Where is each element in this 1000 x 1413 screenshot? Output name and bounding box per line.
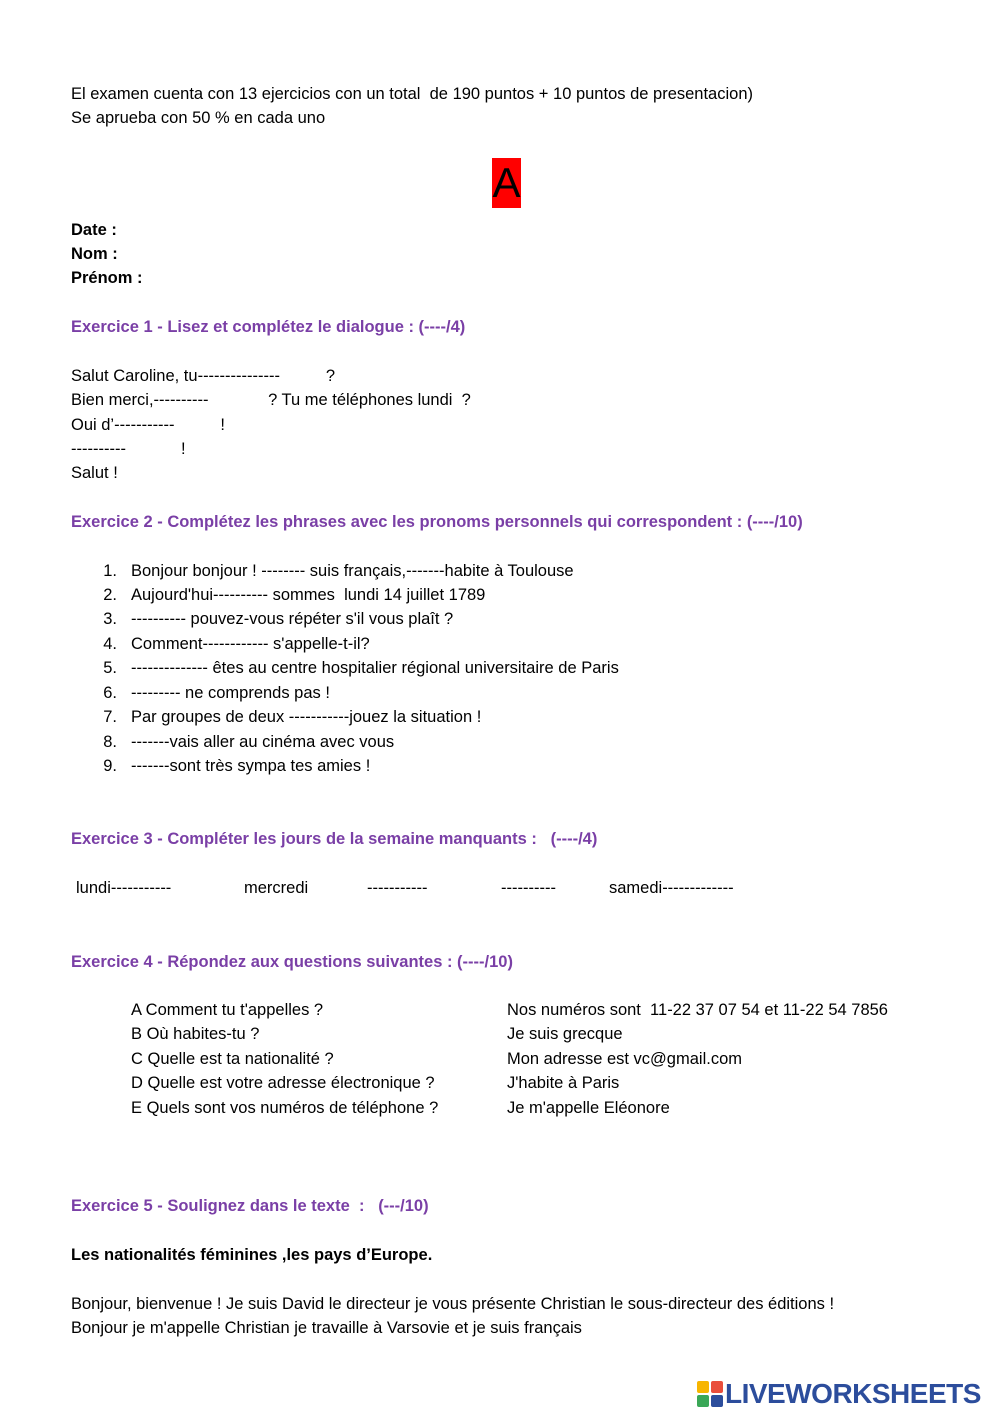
- intro-line-2: Se aprueba con 50 % en cada uno: [71, 109, 326, 127]
- list-item: Bonjour bonjour ! -------- suis français,-------habite à Toulouse: [131, 562, 574, 580]
- logo-block: [697, 1395, 709, 1407]
- logo-blocks-icon: [697, 1381, 723, 1407]
- intro-line-1: El examen cuenta con 13 ejercicios con un total de 190 puntos + 10 puntos de presentacion): [71, 85, 753, 103]
- exercise-2-title: Exercice 2 - Complétez les phrases avec les pronoms personnels qui correspondent : (----/10): [71, 513, 803, 531]
- list-item: ---------- pouvez-vous répéter s'il vous plaît ?: [131, 610, 454, 628]
- weekday-cell: mercredi: [244, 879, 309, 897]
- exercise-5-title: Exercice 5 - Soulignez dans le texte : (---/10): [71, 1197, 429, 1215]
- list-item: -------vais aller au cinéma avec vous: [131, 733, 395, 751]
- list-item: -------sont très sympa tes amies !: [131, 757, 371, 775]
- list-item-number: 4.: [103, 635, 117, 653]
- logo-block: [711, 1395, 723, 1407]
- exercise-1-title: Exercice 1 - Lisez et complétez le dialogue : (----/4): [71, 318, 466, 336]
- prenom-field-label: Prénom :: [71, 269, 143, 287]
- ex1-dialogue-line: Oui d’----------- !: [71, 416, 225, 434]
- list-item: --------- ne comprends pas !: [131, 684, 330, 702]
- list-item: Par groupes de deux -----------jouez la situation !: [131, 708, 482, 726]
- list-item-number: 8.: [103, 733, 117, 751]
- list-item-number: 3.: [103, 610, 117, 628]
- logo-block: [697, 1381, 709, 1393]
- exercise-5-subtitle: Les nationalités féminines ,les pays d’Europe.: [71, 1246, 433, 1264]
- exercise-4-title: Exercice 4 - Répondez aux questions suivantes : (----/10): [71, 953, 513, 971]
- date-field-label: Date :: [71, 221, 117, 239]
- exercise-3-title: Exercice 3 - Compléter les jours de la semaine manquants : (----/4): [71, 830, 598, 848]
- list-item-number: 7.: [103, 708, 117, 726]
- answer-item: J'habite à Paris: [507, 1074, 620, 1092]
- weekday-cell: lundi-----------: [76, 879, 172, 897]
- question-item: A Comment tu t'appelles ?: [131, 1001, 324, 1019]
- list-item-number: 1.: [103, 562, 117, 580]
- list-item-number: 6.: [103, 684, 117, 702]
- question-item: E Quels sont vos numéros de téléphone ?: [131, 1099, 439, 1117]
- logo-block: [711, 1381, 723, 1393]
- list-item-number: 9.: [103, 757, 117, 775]
- logo-text: LIVEWORKSHEETS: [725, 1378, 981, 1409]
- answer-item: Mon adresse est vc@gmail.com: [507, 1050, 742, 1068]
- ex1-dialogue-line: Salut Caroline, tu--------------- ?: [71, 367, 336, 385]
- list-item: Comment------------ s'appelle-t-il?: [131, 635, 370, 653]
- answer-item: Nos numéros sont 11-22 37 07 54 et 11-22 54 7856: [507, 1001, 888, 1019]
- grade-badge: A: [492, 159, 521, 206]
- list-item: -------------- êtes au centre hospitalier régional universitaire de Paris: [131, 659, 619, 677]
- question-item: B Où habites-tu ?: [131, 1025, 260, 1043]
- ex5-text-line: Bonjour je m'appelle Christian je travaille à Varsovie et je suis français: [71, 1319, 582, 1337]
- ex1-dialogue-line: Salut !: [71, 464, 118, 482]
- list-item-number: 2.: [103, 586, 117, 604]
- nom-field-label: Nom :: [71, 245, 118, 263]
- ex1-dialogue-line: ---------- !: [71, 440, 186, 458]
- ex1-dialogue-line: Bien merci,---------- ? Tu me téléphones lundi ?: [71, 391, 471, 409]
- answer-item: Je m'appelle Eléonore: [507, 1099, 670, 1117]
- question-item: D Quelle est votre adresse électronique ?: [131, 1074, 435, 1092]
- question-item: C Quelle est ta nationalité ?: [131, 1050, 334, 1068]
- list-item-number: 5.: [103, 659, 117, 677]
- answer-item: Je suis grecque: [507, 1025, 623, 1043]
- liveworksheets-logo[interactable]: [697, 1378, 995, 1410]
- ex5-text-line: Bonjour, bienvenue ! Je suis David le directeur je vous présente Christian le sous-directeur des éditions !: [71, 1295, 835, 1313]
- weekday-cell: -----------: [367, 879, 428, 897]
- weekday-cell: ----------: [501, 879, 556, 897]
- list-item: Aujourd'hui---------- sommes lundi 14 juillet 1789: [131, 586, 486, 604]
- weekday-cell: samedi-------------: [609, 879, 734, 897]
